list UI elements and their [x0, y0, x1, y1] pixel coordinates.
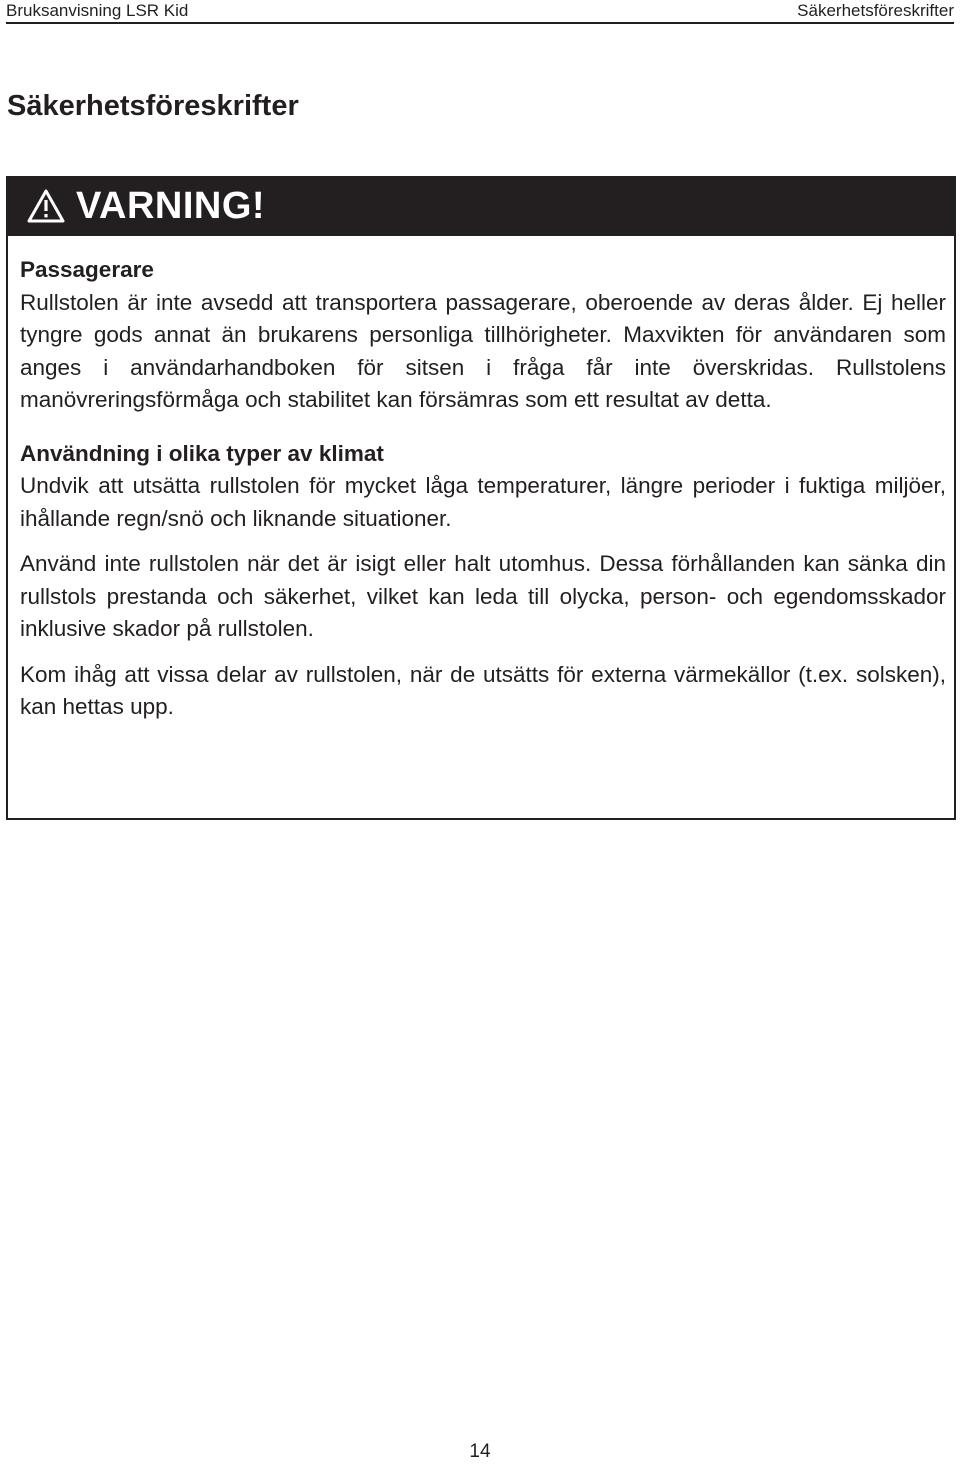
warning-triangle-icon	[26, 188, 66, 224]
paragraph-climate-1: Undvik att utsätta rullstolen för mycket låga temperaturer, längre perioder i fuktiga miljöer, ihållande regn/snö och liknande situationer.	[20, 473, 946, 531]
page-number: 14	[469, 1441, 491, 1462]
warning-body	[20, 254, 946, 724]
paragraph-climate-3: Kom ihåg att vissa delar av rullstolen, när de utsätts för externa värmekällor (t.ex. solsken), kan hettas upp.	[20, 661, 946, 719]
paragraph-passengers: Rullstolen är inte avsedd att transportera passagerare, oberoende av deras ålder. Ej heller tyngre gods annat än brukarens personliga tillhörigheter. Maxvikten för användaren som anges i användarhandboken för sitsen i fråga får inte överskridas. Rullstolens manövreringsförmåga och stabilitet kan försämras som ett resultat av detta.	[20, 289, 946, 412]
warning-label: VARNING!	[76, 185, 266, 227]
paragraph-climate-2: Använd inte rullstolen när det är isigt eller halt utomhus. Dessa förhållanden kan sänka din rullstols prestanda och säkerhet, vilket kan leda till olycka, person- och egendomsskador inklusive skador på rullstolen.	[20, 551, 946, 641]
section-heading-passengers: Passagerare	[20, 257, 154, 282]
warning-box	[6, 176, 956, 820]
header-section-title: Säkerhetsföreskrifter	[797, 1, 954, 20]
warning-banner	[8, 176, 954, 236]
header-manual-title: Bruksanvisning LSR Kid	[6, 1, 189, 20]
section-heading-climate: Användning i olika typer av klimat	[20, 440, 384, 466]
page-title: Säkerhetsföreskrifter	[7, 90, 299, 122]
running-header	[6, 0, 954, 24]
